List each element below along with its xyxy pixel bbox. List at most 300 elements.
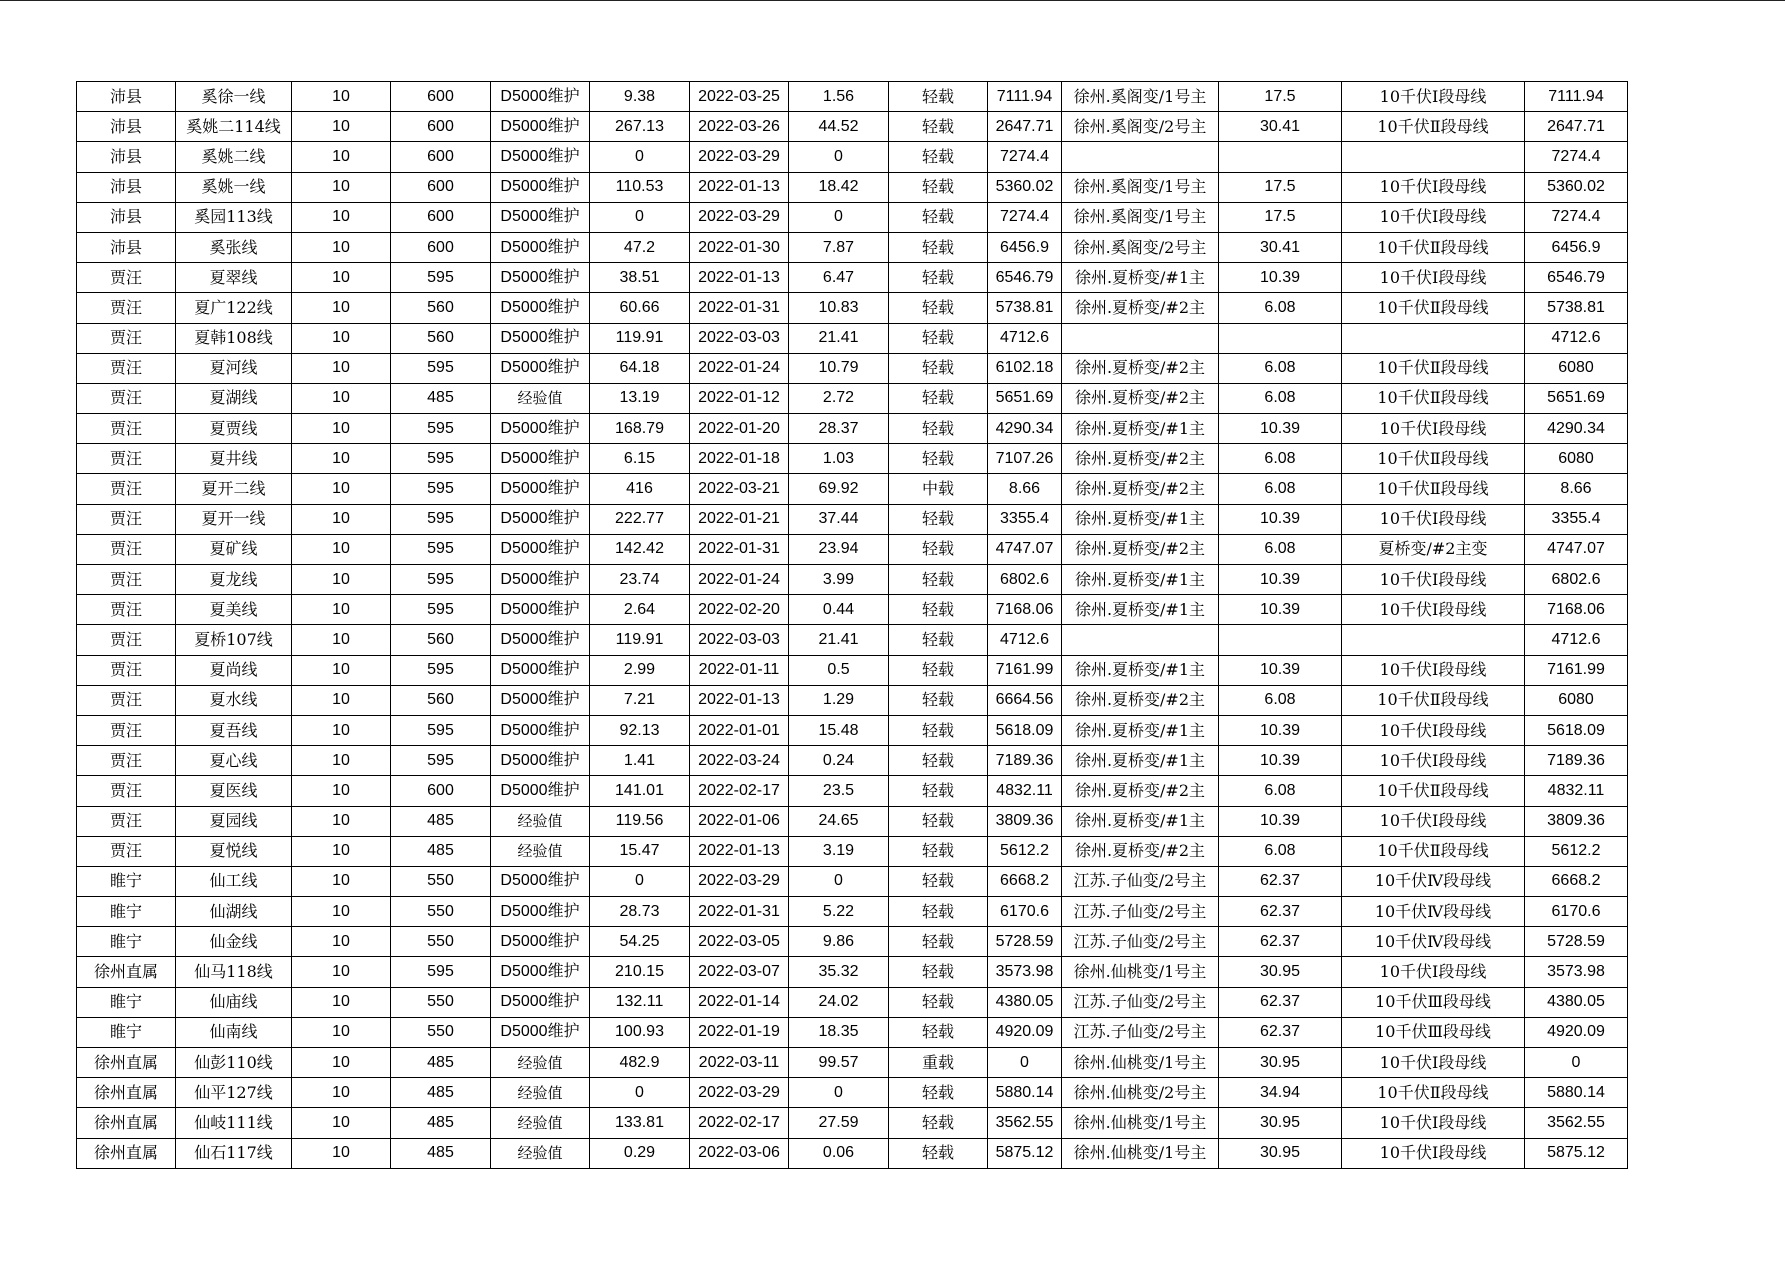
line-name-cell: 夏悦线	[176, 836, 292, 866]
date-cell: 2022-03-29	[690, 142, 789, 172]
limit-source-cell: D5000维护	[491, 866, 590, 896]
limit-cell: 550	[391, 866, 491, 896]
limit-cell: 485	[391, 1108, 491, 1138]
load-status-cell: 轻载	[889, 625, 988, 655]
transformer-load-cell	[1219, 323, 1342, 353]
remaining-capacity-cell: 7107.26	[988, 444, 1062, 474]
open-capacity-cell: 6668.2	[1525, 866, 1628, 896]
open-capacity-cell: 3355.4	[1525, 504, 1628, 534]
remaining-capacity-cell: 7168.06	[988, 595, 1062, 625]
limit-cell: 595	[391, 595, 491, 625]
remaining-capacity-cell: 0	[988, 1048, 1062, 1078]
load-rate-cell: 44.52	[789, 112, 889, 142]
transformer-load-cell: 10.39	[1219, 595, 1342, 625]
table-row	[77, 655, 1628, 685]
district-cell: 徐州直属	[77, 1138, 176, 1168]
open-capacity-cell: 4290.34	[1525, 414, 1628, 444]
transformer-load-cell: 6.08	[1219, 685, 1342, 715]
table-body	[77, 82, 1628, 1169]
busbar-cell: 10千伏Ⅰ段母线	[1342, 172, 1525, 202]
transformer-cell: 徐州.夏桥变/#1主	[1062, 414, 1219, 444]
max-load-cell: 132.11	[590, 987, 690, 1017]
limit-cell: 600	[391, 232, 491, 262]
district-cell: 沛县	[77, 142, 176, 172]
line-name-cell: 夏心线	[176, 746, 292, 776]
open-capacity-cell: 4920.09	[1525, 1017, 1628, 1047]
transformer-load-cell: 10.39	[1219, 504, 1342, 534]
load-rate-cell: 1.56	[789, 82, 889, 112]
district-cell: 贾汪	[77, 263, 176, 293]
load-rate-cell: 15.48	[789, 715, 889, 745]
max-load-cell: 28.73	[590, 897, 690, 927]
remaining-capacity-cell: 4380.05	[988, 987, 1062, 1017]
table-row	[77, 82, 1628, 112]
voltage-cell: 10	[292, 776, 391, 806]
load-status-cell: 轻载	[889, 655, 988, 685]
limit-source-cell: 经验值	[491, 1078, 590, 1108]
max-load-cell: 38.51	[590, 263, 690, 293]
date-cell: 2022-01-21	[690, 504, 789, 534]
max-load-cell: 142.42	[590, 534, 690, 564]
line-name-cell: 奚姚二114线	[176, 112, 292, 142]
table-row	[77, 353, 1628, 383]
limit-source-cell: D5000维护	[491, 293, 590, 323]
open-capacity-cell: 6802.6	[1525, 565, 1628, 595]
load-rate-cell: 23.5	[789, 776, 889, 806]
district-cell: 沛县	[77, 232, 176, 262]
load-status-cell: 轻载	[889, 293, 988, 323]
table-row	[77, 383, 1628, 413]
transformer-cell: 徐州.夏桥变/#2主	[1062, 534, 1219, 564]
busbar-cell: 10千伏Ⅰ段母线	[1342, 82, 1525, 112]
transformer-cell: 徐州.夏桥变/#2主	[1062, 293, 1219, 323]
load-status-cell: 轻载	[889, 957, 988, 987]
load-status-cell: 轻载	[889, 1138, 988, 1168]
limit-cell: 595	[391, 504, 491, 534]
date-cell: 2022-01-24	[690, 565, 789, 595]
line-name-cell: 奚徐一线	[176, 82, 292, 112]
transformer-cell: 徐州.夏桥变/#1主	[1062, 263, 1219, 293]
district-cell: 贾汪	[77, 504, 176, 534]
voltage-cell: 10	[292, 353, 391, 383]
load-rate-cell: 3.19	[789, 836, 889, 866]
transformer-load-cell: 62.37	[1219, 866, 1342, 896]
limit-source-cell: D5000维护	[491, 414, 590, 444]
open-capacity-cell: 7274.4	[1525, 142, 1628, 172]
transformer-cell: 徐州.奚阁变/1号主	[1062, 202, 1219, 232]
voltage-cell: 10	[292, 323, 391, 353]
remaining-capacity-cell: 6546.79	[988, 263, 1062, 293]
table-row	[77, 565, 1628, 595]
district-cell: 睢宁	[77, 927, 176, 957]
transformer-cell: 徐州.奚阁变/1号主	[1062, 172, 1219, 202]
remaining-capacity-cell: 4712.6	[988, 625, 1062, 655]
limit-cell: 595	[391, 746, 491, 776]
date-cell: 2022-01-01	[690, 715, 789, 745]
remaining-capacity-cell: 6664.56	[988, 685, 1062, 715]
voltage-cell: 10	[292, 474, 391, 504]
transformer-cell: 徐州.夏桥变/#1主	[1062, 655, 1219, 685]
voltage-cell: 10	[292, 112, 391, 142]
limit-source-cell: D5000维护	[491, 504, 590, 534]
busbar-cell: 10千伏Ⅰ段母线	[1342, 715, 1525, 745]
remaining-capacity-cell: 7274.4	[988, 202, 1062, 232]
open-capacity-cell: 4832.11	[1525, 776, 1628, 806]
transformer-load-cell: 10.39	[1219, 806, 1342, 836]
busbar-cell	[1342, 323, 1525, 353]
district-cell: 贾汪	[77, 565, 176, 595]
voltage-cell: 10	[292, 1017, 391, 1047]
max-load-cell: 7.21	[590, 685, 690, 715]
remaining-capacity-cell: 5651.69	[988, 383, 1062, 413]
busbar-cell: 10千伏Ⅲ段母线	[1342, 987, 1525, 1017]
table-row	[77, 1108, 1628, 1138]
district-cell: 贾汪	[77, 836, 176, 866]
table-row	[77, 897, 1628, 927]
open-capacity-cell: 4712.6	[1525, 323, 1628, 353]
table-row	[77, 595, 1628, 625]
transformer-load-cell: 62.37	[1219, 927, 1342, 957]
line-name-cell: 夏井线	[176, 444, 292, 474]
transformer-cell: 徐州.仙桃变/1号主	[1062, 1108, 1219, 1138]
district-cell: 沛县	[77, 172, 176, 202]
max-load-cell: 15.47	[590, 836, 690, 866]
transformer-cell: 徐州.夏桥变/#2主	[1062, 776, 1219, 806]
load-rate-cell: 21.41	[789, 625, 889, 655]
transformer-load-cell	[1219, 142, 1342, 172]
limit-cell: 485	[391, 806, 491, 836]
open-capacity-cell: 3573.98	[1525, 957, 1628, 987]
load-status-cell: 轻载	[889, 172, 988, 202]
transformer-cell: 徐州.夏桥变/#2主	[1062, 474, 1219, 504]
limit-cell: 485	[391, 836, 491, 866]
load-status-cell: 轻载	[889, 565, 988, 595]
transformer-load-cell: 10.39	[1219, 715, 1342, 745]
district-cell: 沛县	[77, 82, 176, 112]
limit-source-cell: D5000维护	[491, 232, 590, 262]
load-status-cell: 轻载	[889, 1078, 988, 1108]
voltage-cell: 10	[292, 232, 391, 262]
district-cell: 贾汪	[77, 595, 176, 625]
table-row	[77, 625, 1628, 655]
max-load-cell: 482.9	[590, 1048, 690, 1078]
open-capacity-cell: 5618.09	[1525, 715, 1628, 745]
date-cell: 2022-02-20	[690, 595, 789, 625]
transformer-load-cell: 6.08	[1219, 776, 1342, 806]
transformer-load-cell: 10.39	[1219, 263, 1342, 293]
feeder-capacity-table	[76, 81, 1628, 1169]
table-row	[77, 1048, 1628, 1078]
max-load-cell: 2.64	[590, 595, 690, 625]
transformer-cell	[1062, 142, 1219, 172]
district-cell: 睢宁	[77, 866, 176, 896]
busbar-cell: 10千伏Ⅰ段母线	[1342, 1138, 1525, 1168]
transformer-cell: 徐州.夏桥变/#2主	[1062, 353, 1219, 383]
limit-source-cell: D5000维护	[491, 474, 590, 504]
voltage-cell: 10	[292, 655, 391, 685]
load-rate-cell: 9.86	[789, 927, 889, 957]
date-cell: 2022-01-13	[690, 263, 789, 293]
max-load-cell: 141.01	[590, 776, 690, 806]
load-status-cell: 重载	[889, 1048, 988, 1078]
limit-cell: 595	[391, 353, 491, 383]
load-rate-cell: 18.42	[789, 172, 889, 202]
load-rate-cell: 24.65	[789, 806, 889, 836]
busbar-cell: 10千伏Ⅰ段母线	[1342, 1108, 1525, 1138]
max-load-cell: 119.56	[590, 806, 690, 836]
table-row	[77, 806, 1628, 836]
table-row	[77, 927, 1628, 957]
open-capacity-cell: 5612.2	[1525, 836, 1628, 866]
voltage-cell: 10	[292, 927, 391, 957]
line-name-cell: 夏广122线	[176, 293, 292, 323]
district-cell: 贾汪	[77, 625, 176, 655]
max-load-cell: 416	[590, 474, 690, 504]
transformer-cell: 徐州.夏桥变/#1主	[1062, 715, 1219, 745]
load-rate-cell: 0	[789, 1078, 889, 1108]
voltage-cell: 10	[292, 1078, 391, 1108]
load-status-cell: 轻载	[889, 444, 988, 474]
remaining-capacity-cell: 4712.6	[988, 323, 1062, 353]
limit-cell: 560	[391, 323, 491, 353]
date-cell: 2022-01-30	[690, 232, 789, 262]
voltage-cell: 10	[292, 595, 391, 625]
busbar-cell: 10千伏Ⅱ段母线	[1342, 232, 1525, 262]
busbar-cell: 10千伏Ⅱ段母线	[1342, 1078, 1525, 1108]
busbar-cell: 10千伏Ⅰ段母线	[1342, 655, 1525, 685]
voltage-cell: 10	[292, 414, 391, 444]
load-status-cell: 轻载	[889, 776, 988, 806]
load-status-cell: 轻载	[889, 927, 988, 957]
load-rate-cell: 7.87	[789, 232, 889, 262]
transformer-load-cell: 17.5	[1219, 172, 1342, 202]
remaining-capacity-cell: 6456.9	[988, 232, 1062, 262]
table-row	[77, 323, 1628, 353]
transformer-load-cell: 30.95	[1219, 1138, 1342, 1168]
transformer-load-cell: 6.08	[1219, 353, 1342, 383]
busbar-cell: 10千伏Ⅰ段母线	[1342, 202, 1525, 232]
limit-cell: 600	[391, 82, 491, 112]
limit-source-cell: D5000维护	[491, 685, 590, 715]
remaining-capacity-cell: 6170.6	[988, 897, 1062, 927]
district-cell: 睢宁	[77, 897, 176, 927]
remaining-capacity-cell: 4747.07	[988, 534, 1062, 564]
max-load-cell: 13.19	[590, 383, 690, 413]
table-row	[77, 414, 1628, 444]
remaining-capacity-cell: 5738.81	[988, 293, 1062, 323]
open-capacity-cell: 3562.55	[1525, 1108, 1628, 1138]
load-rate-cell: 3.99	[789, 565, 889, 595]
busbar-cell: 10千伏Ⅰ段母线	[1342, 414, 1525, 444]
max-load-cell: 54.25	[590, 927, 690, 957]
line-name-cell: 夏开二线	[176, 474, 292, 504]
busbar-cell: 10千伏Ⅰ段母线	[1342, 1048, 1525, 1078]
load-status-cell: 轻载	[889, 323, 988, 353]
limit-source-cell: D5000维护	[491, 987, 590, 1017]
open-capacity-cell: 7111.94	[1525, 82, 1628, 112]
max-load-cell: 168.79	[590, 414, 690, 444]
date-cell: 2022-01-14	[690, 987, 789, 1017]
open-capacity-cell: 3809.36	[1525, 806, 1628, 836]
busbar-cell: 10千伏Ⅲ段母线	[1342, 1017, 1525, 1047]
district-cell: 贾汪	[77, 655, 176, 685]
load-rate-cell: 10.79	[789, 353, 889, 383]
open-capacity-cell: 5880.14	[1525, 1078, 1628, 1108]
voltage-cell: 10	[292, 263, 391, 293]
district-cell: 贾汪	[77, 534, 176, 564]
voltage-cell: 10	[292, 444, 391, 474]
line-name-cell: 仙彭110线	[176, 1048, 292, 1078]
remaining-capacity-cell: 2647.71	[988, 112, 1062, 142]
busbar-cell: 10千伏Ⅳ段母线	[1342, 866, 1525, 896]
limit-source-cell: D5000维护	[491, 1017, 590, 1047]
limit-cell: 595	[391, 957, 491, 987]
district-cell: 贾汪	[77, 444, 176, 474]
limit-cell: 595	[391, 263, 491, 293]
load-status-cell: 轻载	[889, 1108, 988, 1138]
open-capacity-cell: 6080	[1525, 353, 1628, 383]
line-name-cell: 仙湖线	[176, 897, 292, 927]
transformer-cell: 江苏.子仙变/2号主	[1062, 897, 1219, 927]
load-status-cell: 轻载	[889, 534, 988, 564]
voltage-cell: 10	[292, 1138, 391, 1168]
load-rate-cell: 0	[789, 202, 889, 232]
voltage-cell: 10	[292, 1108, 391, 1138]
district-cell: 徐州直属	[77, 957, 176, 987]
limit-source-cell: D5000维护	[491, 112, 590, 142]
table-row	[77, 776, 1628, 806]
transformer-cell: 徐州.奚阁变/2号主	[1062, 112, 1219, 142]
max-load-cell: 222.77	[590, 504, 690, 534]
load-rate-cell: 0.06	[789, 1138, 889, 1168]
load-status-cell: 轻载	[889, 263, 988, 293]
line-name-cell: 夏医线	[176, 776, 292, 806]
limit-cell: 595	[391, 474, 491, 504]
transformer-load-cell: 62.37	[1219, 1017, 1342, 1047]
open-capacity-cell: 6080	[1525, 444, 1628, 474]
open-capacity-cell: 5875.12	[1525, 1138, 1628, 1168]
open-capacity-cell: 4380.05	[1525, 987, 1628, 1017]
page-top-rule	[0, 0, 1785, 1]
max-load-cell: 0	[590, 1078, 690, 1108]
open-capacity-cell: 7189.36	[1525, 746, 1628, 776]
transformer-cell: 徐州.夏桥变/#2主	[1062, 444, 1219, 474]
date-cell: 2022-03-29	[690, 1078, 789, 1108]
table-row	[77, 836, 1628, 866]
remaining-capacity-cell: 5618.09	[988, 715, 1062, 745]
date-cell: 2022-03-03	[690, 625, 789, 655]
load-status-cell: 轻载	[889, 866, 988, 896]
voltage-cell: 10	[292, 293, 391, 323]
date-cell: 2022-01-19	[690, 1017, 789, 1047]
line-name-cell: 仙岐111线	[176, 1108, 292, 1138]
remaining-capacity-cell: 7274.4	[988, 142, 1062, 172]
remaining-capacity-cell: 5360.02	[988, 172, 1062, 202]
date-cell: 2022-03-21	[690, 474, 789, 504]
date-cell: 2022-03-11	[690, 1048, 789, 1078]
load-rate-cell: 6.47	[789, 263, 889, 293]
limit-cell: 485	[391, 1138, 491, 1168]
limit-cell: 485	[391, 1078, 491, 1108]
table-row	[77, 112, 1628, 142]
table-row	[77, 293, 1628, 323]
transformer-load-cell: 6.08	[1219, 444, 1342, 474]
busbar-cell: 10千伏Ⅰ段母线	[1342, 504, 1525, 534]
max-load-cell: 64.18	[590, 353, 690, 383]
max-load-cell: 119.91	[590, 625, 690, 655]
line-name-cell: 仙石117线	[176, 1138, 292, 1168]
limit-source-cell: D5000维护	[491, 927, 590, 957]
transformer-load-cell: 10.39	[1219, 655, 1342, 685]
load-rate-cell: 37.44	[789, 504, 889, 534]
load-rate-cell: 10.83	[789, 293, 889, 323]
line-name-cell: 奚园113线	[176, 202, 292, 232]
voltage-cell: 10	[292, 625, 391, 655]
transformer-load-cell: 62.37	[1219, 987, 1342, 1017]
limit-source-cell: D5000维护	[491, 715, 590, 745]
transformer-cell: 徐州.夏桥变/#1主	[1062, 565, 1219, 595]
open-capacity-cell: 2647.71	[1525, 112, 1628, 142]
date-cell: 2022-01-13	[690, 836, 789, 866]
load-status-cell: 轻载	[889, 715, 988, 745]
transformer-cell: 徐州.仙桃变/1号主	[1062, 1138, 1219, 1168]
line-name-cell: 仙马118线	[176, 957, 292, 987]
transformer-cell: 徐州.仙桃变/2号主	[1062, 1078, 1219, 1108]
limit-cell: 560	[391, 685, 491, 715]
district-cell: 贾汪	[77, 414, 176, 444]
date-cell: 2022-02-17	[690, 1108, 789, 1138]
remaining-capacity-cell: 4290.34	[988, 414, 1062, 444]
voltage-cell: 10	[292, 172, 391, 202]
transformer-cell: 徐州.仙桃变/1号主	[1062, 1048, 1219, 1078]
table-row	[77, 1078, 1628, 1108]
district-cell: 睢宁	[77, 1017, 176, 1047]
limit-source-cell: 经验值	[491, 383, 590, 413]
line-name-cell: 夏园线	[176, 806, 292, 836]
transformer-cell: 徐州.夏桥变/#2主	[1062, 836, 1219, 866]
remaining-capacity-cell: 6102.18	[988, 353, 1062, 383]
date-cell: 2022-03-29	[690, 866, 789, 896]
limit-cell: 485	[391, 1048, 491, 1078]
transformer-load-cell: 10.39	[1219, 414, 1342, 444]
max-load-cell: 110.53	[590, 172, 690, 202]
load-status-cell: 轻载	[889, 353, 988, 383]
date-cell: 2022-01-13	[690, 685, 789, 715]
transformer-cell: 徐州.夏桥变/#1主	[1062, 595, 1219, 625]
table-row	[77, 957, 1628, 987]
load-status-cell: 轻载	[889, 232, 988, 262]
date-cell: 2022-01-24	[690, 353, 789, 383]
line-name-cell: 夏水线	[176, 685, 292, 715]
date-cell: 2022-03-24	[690, 746, 789, 776]
table-row	[77, 1138, 1628, 1168]
date-cell: 2022-01-31	[690, 293, 789, 323]
date-cell: 2022-01-06	[690, 806, 789, 836]
busbar-cell: 10千伏Ⅱ段母线	[1342, 474, 1525, 504]
load-rate-cell: 24.02	[789, 987, 889, 1017]
voltage-cell: 10	[292, 565, 391, 595]
date-cell: 2022-03-25	[690, 82, 789, 112]
remaining-capacity-cell: 5728.59	[988, 927, 1062, 957]
limit-cell: 550	[391, 927, 491, 957]
voltage-cell: 10	[292, 987, 391, 1017]
load-rate-cell: 0.24	[789, 746, 889, 776]
line-name-cell: 夏桥107线	[176, 625, 292, 655]
load-status-cell: 中载	[889, 474, 988, 504]
line-name-cell: 仙工线	[176, 866, 292, 896]
open-capacity-cell: 4712.6	[1525, 625, 1628, 655]
limit-source-cell: 经验值	[491, 1138, 590, 1168]
